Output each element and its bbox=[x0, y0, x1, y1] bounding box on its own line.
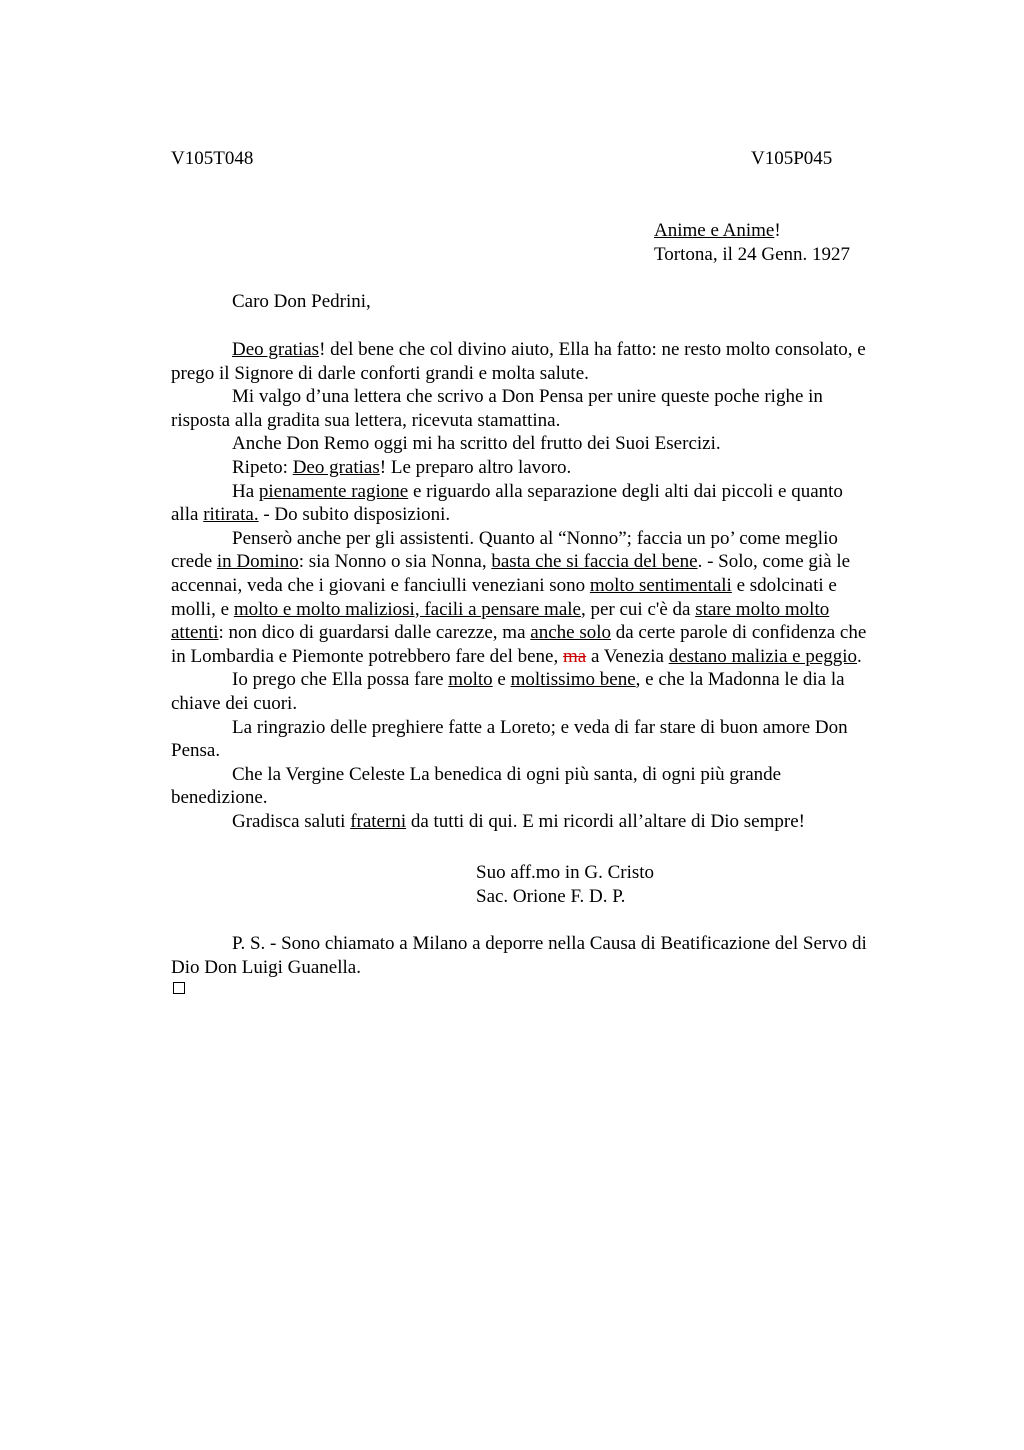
paragraph-6-line-4 bbox=[171, 598, 931, 622]
underlined-text: molto e molto maliziosi, facili a pensare male bbox=[233, 598, 581, 620]
underlined-text: molto sentimentali bbox=[589, 574, 732, 596]
text-run: molli, e bbox=[171, 598, 234, 620]
text-run: e sdolcinati e bbox=[731, 574, 837, 596]
paragraph-8-continued bbox=[171, 739, 931, 763]
text-run: prego il Signore di darle conforti grandi e molta salute. bbox=[171, 362, 589, 384]
paragraph-6-line-2 bbox=[171, 550, 931, 574]
salutation: Caro Don Pedrini, bbox=[232, 291, 371, 312]
place-date: Tortona, il 24 Genn. 1927 bbox=[654, 244, 851, 265]
text-run: . bbox=[857, 645, 862, 667]
underlined-text: basta che si faccia del bene bbox=[491, 551, 698, 573]
paragraph-1-continued bbox=[171, 362, 931, 386]
underlined-text: stare molto molto bbox=[695, 598, 830, 620]
postscript-line-2: Dio Don Luigi Guanella. bbox=[171, 956, 361, 978]
reference-code-right: V105P045 bbox=[751, 148, 833, 169]
text-run: alla bbox=[171, 504, 204, 526]
text-run: risposta alla gradita sua lettera, ricevuta stamattina. bbox=[171, 409, 561, 431]
postscript bbox=[171, 932, 867, 979]
motto-punctuation: ! bbox=[774, 220, 781, 241]
motto bbox=[654, 219, 850, 243]
text-run: : non dico di guardarsi dalle carezze, ma bbox=[218, 622, 531, 644]
paragraph-6-line-6 bbox=[171, 645, 931, 669]
text-run: - Do subito disposizioni. bbox=[258, 504, 451, 526]
struck-out-word: ma bbox=[563, 645, 587, 667]
underlined-text: Deo gratias bbox=[292, 456, 380, 478]
text-run: : sia Nonno o sia Nonna, bbox=[298, 551, 492, 573]
underlined-text: moltissimo bene bbox=[510, 669, 636, 691]
underlined-text: fraterni bbox=[350, 810, 407, 832]
underlined-text: molto bbox=[448, 669, 493, 691]
text-run: Mi valgo d’una lettera che scrivo a Don Pensa per unire queste poche righe in bbox=[232, 386, 823, 408]
signature-block bbox=[476, 861, 654, 908]
text-run: , e che la Madonna le dia la bbox=[635, 669, 845, 691]
paragraph-10 bbox=[171, 810, 931, 834]
letter-header bbox=[654, 219, 850, 267]
text-run: , per cui c'è da bbox=[580, 598, 696, 620]
text-run: crede bbox=[171, 551, 217, 573]
text-run: Io prego che Ella possa fare bbox=[232, 669, 449, 691]
paragraph-9-continued bbox=[171, 786, 931, 810]
text-run: . - Solo, come già le bbox=[697, 551, 851, 573]
text-run: e riguardo alla separazione degli alti dai piccoli e quanto bbox=[408, 480, 843, 502]
paragraph-7-continued bbox=[171, 692, 931, 716]
paragraph-5 bbox=[171, 480, 931, 504]
underlined-text: attenti bbox=[171, 622, 219, 644]
text-run: a Venezia bbox=[586, 645, 669, 667]
paragraph-6-line-3 bbox=[171, 574, 931, 598]
underlined-text: destano malizia e peggio bbox=[668, 645, 858, 667]
text-run: La ringrazio delle preghiere fatte a Loreto; e veda di far stare di buon amore Don bbox=[232, 716, 848, 738]
underlined-text: ritirata. bbox=[203, 504, 259, 526]
letter-body bbox=[171, 338, 931, 833]
paragraph-8 bbox=[171, 716, 931, 740]
signer-name: Sac. Orione F. D. P. bbox=[476, 885, 626, 907]
paragraph-6-line-5 bbox=[171, 621, 931, 645]
text-run: Ha bbox=[232, 480, 259, 502]
reference-code-left: V105T048 bbox=[171, 148, 254, 169]
underlined-text: anche solo bbox=[530, 622, 611, 644]
text-run: ! del bene che col divino aiuto, Ella ha fatto: ne resto molto consolato, e bbox=[319, 339, 866, 360]
text-run: Pensa. bbox=[171, 740, 221, 762]
end-marker-square bbox=[173, 982, 185, 994]
text-run: in Lombardia e Piemonte potrebbero fare del bene, bbox=[171, 645, 563, 667]
paragraph-3 bbox=[171, 432, 931, 456]
paragraph-1 bbox=[171, 338, 931, 362]
text-run: da tutti di qui. E mi ricordi all’altare di Dio sempre! bbox=[406, 810, 805, 832]
text-run: Gradisca saluti bbox=[232, 810, 351, 832]
paragraph-5-continued bbox=[171, 503, 931, 527]
paragraph-2 bbox=[171, 385, 931, 409]
postscript-line-1: P. S. - Sono chiamato a Milano a deporre nella Causa di Beatificazione del Servo di bbox=[232, 933, 867, 954]
text-run: Ripeto: bbox=[232, 456, 293, 478]
closing-line: Suo aff.mo in G. Cristo bbox=[476, 862, 655, 883]
text-run: chiave dei cuori. bbox=[171, 692, 298, 714]
paragraph-2-continued bbox=[171, 409, 931, 433]
text-run: accennai, veda che i giovani e fanciulli veneziani sono bbox=[171, 574, 590, 596]
paragraph-7 bbox=[171, 668, 931, 692]
paragraph-4 bbox=[171, 456, 931, 480]
underlined-text: in Domino bbox=[216, 551, 299, 573]
motto-text: Anime e Anime bbox=[654, 220, 775, 241]
text-run: e bbox=[492, 669, 511, 691]
text-run: Anche Don Remo oggi mi ha scritto del frutto dei Suoi Esercizi. bbox=[232, 433, 721, 455]
paragraph-6 bbox=[171, 527, 931, 551]
paragraph-9 bbox=[171, 763, 931, 787]
text-run: Penserò anche per gli assistenti. Quanto al “Nonno”; faccia un po’ come meglio bbox=[232, 527, 838, 549]
underlined-text: pienamente ragione bbox=[258, 480, 409, 502]
text-run: da certe parole di confidenza che bbox=[611, 622, 867, 644]
text-run: benedizione. bbox=[171, 787, 268, 809]
underlined-text: Deo gratias bbox=[232, 339, 320, 360]
text-run: ! Le preparo altro lavoro. bbox=[379, 456, 572, 478]
text-run: Che la Vergine Celeste La benedica di ogni più santa, di ogni più grande bbox=[232, 763, 782, 785]
